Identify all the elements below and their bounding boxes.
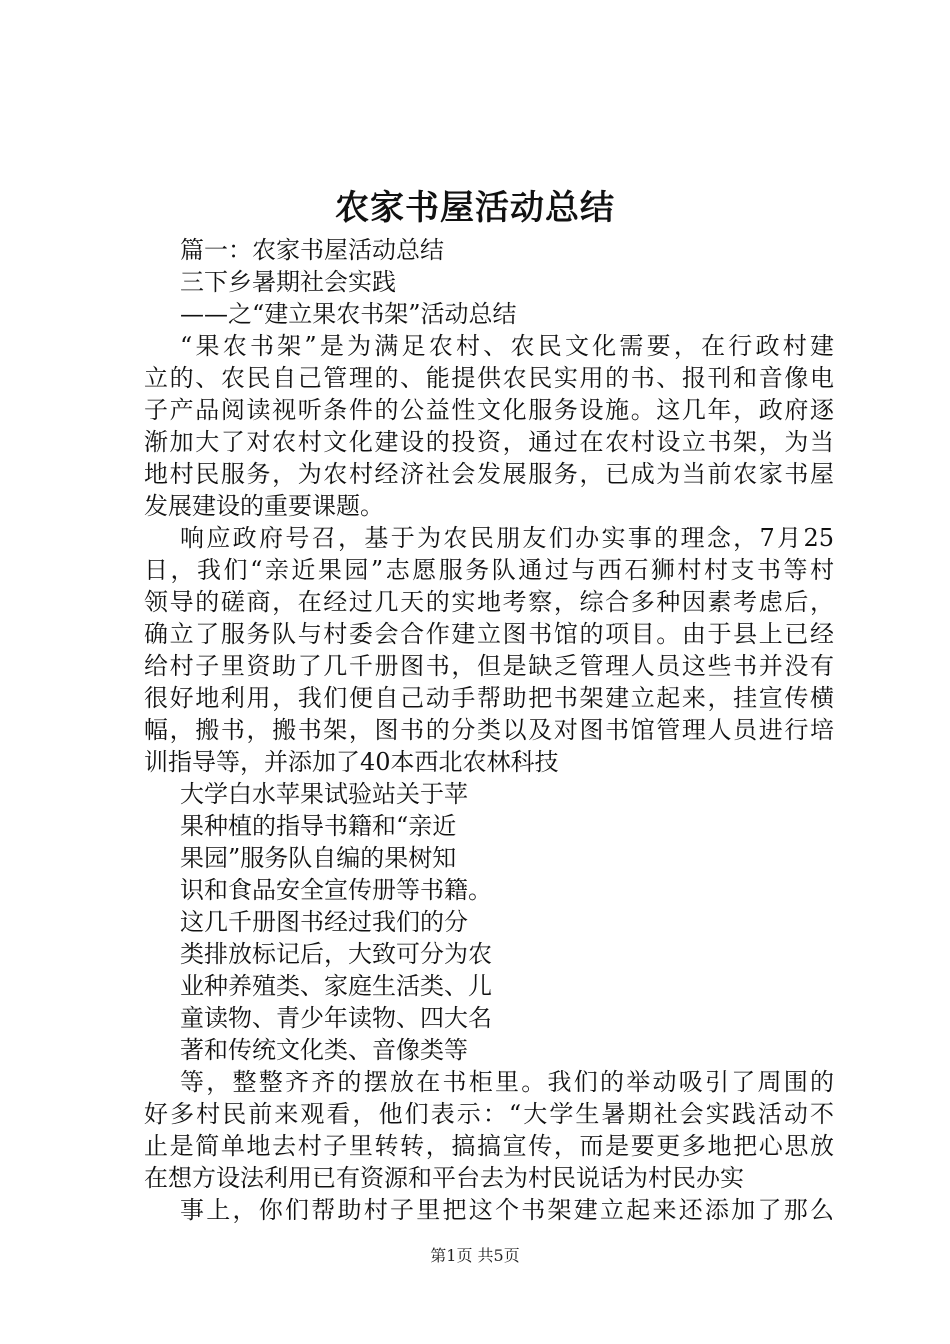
text-line: 子产品阅读视听条件的公益性文化服务设施。这几年，政府逐 bbox=[144, 396, 834, 424]
text-line: 类排放标记后，大致可分为农 bbox=[180, 940, 492, 968]
text-line: 果种植的指导书籍和“亲近 bbox=[180, 812, 457, 840]
text-line: 识和食品安全宣传册等书籍。 bbox=[180, 876, 492, 904]
text-line: 等，整整齐齐的摆放在书柜里。我们的举动吸引了周围的 bbox=[180, 1068, 834, 1096]
text-line: 日，我们“亲近果园”志愿服务队通过与西石狮村村支书等村 bbox=[144, 556, 834, 584]
text-line: 地村民服务，为农村经济社会发展服务，已成为当前农家书屋 bbox=[144, 460, 834, 488]
text-line: 著和传统文化类、音像类等 bbox=[180, 1036, 468, 1064]
text-line: 止是简单地去村子里转转，搞搞宣传，而是要更多地把心思放 bbox=[144, 1132, 834, 1160]
text-line: 三下乡暑期社会实践 bbox=[180, 268, 396, 296]
text-line: 确立了服务队与村委会合作建立图书馆的项目。由于县上已经 bbox=[144, 620, 834, 648]
text-line: 发展建设的重要课题。 bbox=[144, 492, 384, 520]
text-line: 大学白水苹果试验站关于苹 bbox=[180, 780, 468, 808]
text-line: 很好地利用，我们便自己动手帮助把书架建立起来，挂宣传横 bbox=[144, 684, 834, 712]
text-line: “果农书架”是为满足农村、农民文化需要，在行政村建 bbox=[180, 332, 834, 360]
document-body bbox=[144, 234, 834, 1226]
text-line: 训指导等，并添加了40本西北农林科技 bbox=[144, 748, 559, 776]
text-line: 给村子里资助了几千册图书，但是缺乏管理人员这些书并没有 bbox=[144, 652, 834, 680]
page-number-footer: 第1页 共5页 bbox=[430, 1246, 520, 1265]
text-line: 幅，搬书，搬书架，图书的分类以及对图书馆管理人员进行培 bbox=[144, 716, 834, 744]
text-line: 响应政府号召，基于为农民朋友们办实事的理念，7月25 bbox=[180, 524, 834, 552]
text-line: 好多村民前来观看，他们表示：“大学生暑期社会实践活动不 bbox=[144, 1100, 834, 1128]
text-line: 童读物、青少年读物、四大名 bbox=[180, 1004, 492, 1032]
text-line: ——之“建立果农书架”活动总结 bbox=[180, 300, 517, 328]
text-line: 篇一：农家书屋活动总结 bbox=[180, 236, 444, 264]
text-line: 在想方设法利用已有资源和平台去为村民说话为村民办实 bbox=[144, 1164, 744, 1192]
text-line: 果园”服务队自编的果树知 bbox=[180, 844, 457, 872]
text-line: 立的、农民自己管理的、能提供农民实用的书、报刊和音像电 bbox=[144, 364, 834, 392]
text-line: 业种养殖类、家庭生活类、儿 bbox=[180, 972, 492, 1000]
text-line: 渐加大了对农村文化建设的投资，通过在农村设立书架，为当 bbox=[144, 428, 834, 456]
text-line: 这几千册图书经过我们的分 bbox=[180, 908, 468, 936]
document-title: 农家书屋活动总结 bbox=[335, 188, 615, 228]
text-line: 事上，你们帮助村子里把这个书架建立起来还添加了那么 bbox=[180, 1196, 834, 1224]
text-line: 领导的磋商，在经过几天的实地考察，综合多种因素考虑后， bbox=[144, 588, 834, 616]
